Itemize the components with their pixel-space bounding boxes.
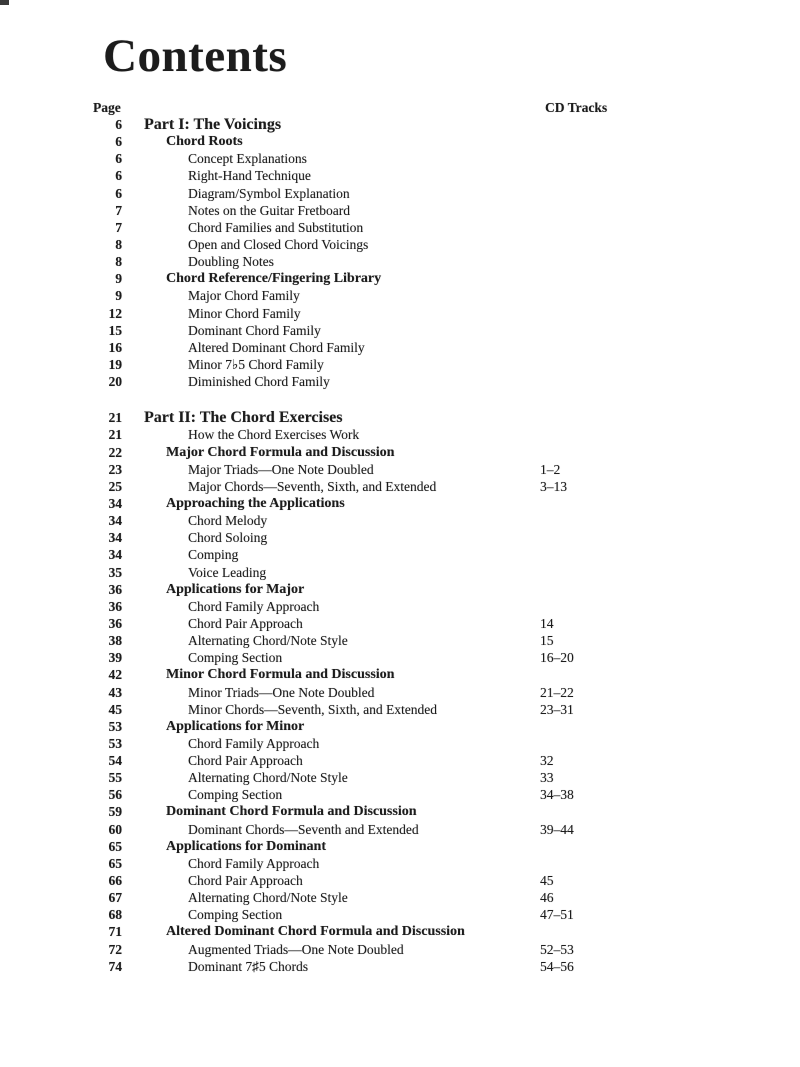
- toc-entry: [0, 322, 800, 339]
- toc-entry-label: Voice Leading: [188, 564, 267, 580]
- toc-entry: [0, 735, 800, 752]
- toc-cd-tracks: 23–31: [540, 701, 574, 717]
- toc-page-number: 22: [108, 444, 122, 460]
- toc-cd-tracks: 32: [540, 753, 554, 769]
- toc-cd-tracks: 21–22: [540, 684, 574, 700]
- toc-entry-label: Major Chords—Seventh, Sixth, and Extended: [188, 478, 437, 494]
- toc-entry: [0, 821, 800, 838]
- toc-entry-label: Applications for Dominant: [166, 838, 326, 854]
- toc-page-number: 34: [108, 513, 122, 529]
- toc-entry: [0, 444, 800, 461]
- toc-page-number: 53: [108, 735, 122, 751]
- toc-entry: [0, 769, 800, 786]
- toc-entry: [0, 133, 800, 150]
- toc-entry: [0, 701, 800, 718]
- toc-entry-label: Comping: [188, 547, 239, 563]
- toc-entry-label: Chord Pair Approach: [188, 615, 303, 631]
- toc-entry-label: Right-Hand Technique: [188, 168, 311, 184]
- toc-page-number: 6: [115, 185, 122, 201]
- toc-entry: [0, 529, 800, 546]
- toc-entry: [0, 786, 800, 803]
- cd-tracks-column-header: CD Tracks: [545, 100, 608, 115]
- toc-entry-label: Doubling Notes: [188, 254, 274, 270]
- toc-entry-label: Open and Closed Chord Voicings: [188, 236, 369, 252]
- toc-entry-label: Chord Roots: [166, 134, 243, 150]
- toc-entry-label: Comping Section: [188, 650, 283, 666]
- toc-entry-label: Chord Reference/Fingering Library: [166, 271, 382, 287]
- toc-entry-label: Chord Melody: [188, 513, 268, 529]
- toc-page-number: 6: [115, 168, 122, 184]
- toc-page-number: 12: [108, 305, 122, 321]
- toc-entry-label: Concept Explanations: [188, 151, 307, 167]
- toc-page-number: 36: [108, 598, 122, 614]
- toc-page-number: 65: [108, 855, 122, 871]
- toc-cd-tracks: 54–56: [540, 958, 574, 974]
- toc-entry: [0, 219, 800, 236]
- toc-entry-label: Dominant Chords—Seventh and Extended: [188, 821, 419, 837]
- toc-cd-tracks: 47–51: [540, 907, 574, 923]
- toc-page-number: 65: [108, 838, 122, 854]
- toc-entry-label: Applications for Minor: [166, 718, 305, 734]
- toc-entry-label: Altered Dominant Chord Formula and Discussion: [166, 924, 465, 940]
- page-title: Contents: [103, 30, 288, 82]
- toc-entry: [0, 426, 800, 443]
- toc-entry: [0, 202, 800, 219]
- toc-entry-label: Major Chord Family: [188, 288, 300, 304]
- toc-entry-label: Diminished Chord Family: [188, 374, 330, 390]
- toc-page-number: 39: [108, 650, 122, 666]
- toc-page-number: 34: [108, 530, 122, 546]
- toc-entry: [0, 889, 800, 906]
- toc-cd-tracks: 52–53: [540, 941, 574, 957]
- toc-entry: [0, 478, 800, 495]
- toc-entry-label: Comping Section: [188, 907, 283, 923]
- page-column-header: Page: [93, 100, 121, 115]
- toc-entry-label: Applications for Major: [166, 581, 305, 597]
- toc-page-number: 21: [108, 427, 122, 443]
- toc-entry: [0, 615, 800, 632]
- toc-entry-label: Part II: The Chord Exercises: [144, 409, 343, 427]
- toc-page-number: 71: [108, 924, 122, 940]
- toc-entry: [0, 872, 800, 889]
- toc-page-number: 42: [108, 667, 122, 683]
- toc-entry-label: Dominant 7♯5 Chords: [188, 958, 308, 974]
- toc-entry: [0, 958, 800, 975]
- toc-entry: [0, 752, 800, 769]
- toc-cd-tracks: 46: [540, 890, 554, 906]
- toc-cd-tracks: 15: [540, 633, 554, 649]
- toc-entry: [0, 305, 800, 322]
- toc-entry-label: Chord Family Approach: [188, 855, 320, 871]
- toc-page-number: 36: [108, 581, 122, 597]
- toc-entry: [0, 649, 800, 666]
- toc-page-number: 7: [115, 202, 122, 218]
- toc-entry: [0, 236, 800, 253]
- toc-page-number: 54: [108, 753, 122, 769]
- toc-entry-label: Chord Families and Substitution: [188, 219, 364, 235]
- toc-entry-label: Minor Triads—One Note Doubled: [188, 684, 375, 700]
- toc-entry: [0, 495, 800, 512]
- toc-cd-tracks: 1–2: [540, 461, 561, 477]
- toc-entry: [0, 116, 800, 133]
- toc-section-gap: [0, 390, 800, 409]
- toc-entry-label: Chord Pair Approach: [188, 753, 303, 769]
- toc-entry: [0, 941, 800, 958]
- toc-page-number: 6: [115, 134, 122, 150]
- toc-page-number: 45: [108, 701, 122, 717]
- toc-page-number: 59: [108, 804, 122, 820]
- toc-entry-label: How the Chord Exercises Work: [188, 427, 360, 443]
- toc-page-number: 34: [108, 547, 122, 563]
- toc-entry: [0, 855, 800, 872]
- toc-entry: [0, 339, 800, 356]
- toc-page-number: 74: [108, 958, 122, 974]
- toc-cd-tracks: 16–20: [540, 650, 574, 666]
- toc-page-number: 6: [115, 117, 122, 132]
- toc-page-number: 21: [108, 410, 122, 426]
- toc-entry-label: Augmented Triads—One Note Doubled: [188, 941, 404, 957]
- toc-page-number: 60: [108, 821, 122, 837]
- toc-entry: [0, 356, 800, 373]
- toc-entry-label: Alternating Chord/Note Style: [188, 770, 348, 786]
- toc-entry-label: Approaching the Applications: [166, 495, 345, 511]
- toc-entry: [0, 270, 800, 287]
- toc-entry-label: Minor Chord Formula and Discussion: [166, 667, 395, 683]
- toc-entry: [0, 564, 800, 581]
- toc-entry-label: Alternating Chord/Note Style: [188, 633, 348, 649]
- toc-page-number: 9: [115, 271, 122, 287]
- toc-cd-tracks: 14: [540, 615, 554, 631]
- toc-cd-tracks: 45: [540, 873, 554, 889]
- scan-artifact: [0, 0, 9, 5]
- toc-entry: [0, 150, 800, 167]
- toc-page-number: 16: [108, 339, 122, 355]
- toc-entry: [0, 461, 800, 478]
- toc-page-number: 43: [108, 684, 122, 700]
- toc-cd-tracks: 3–13: [540, 478, 567, 494]
- toc-entry-label: Notes on the Guitar Fretboard: [188, 202, 350, 218]
- toc-entry-label: Major Triads—One Note Doubled: [188, 461, 374, 477]
- toc-entry: [0, 546, 800, 563]
- toc-entry: [0, 253, 800, 270]
- toc-cd-tracks: 34–38: [540, 787, 574, 803]
- toc-list: [0, 116, 800, 975]
- toc-entry-label: Diagram/Symbol Explanation: [188, 185, 350, 201]
- toc-entry-label: Major Chord Formula and Discussion: [166, 444, 395, 460]
- toc-entry: [0, 906, 800, 923]
- toc-entry: [0, 373, 800, 390]
- toc-entry: [0, 803, 800, 820]
- toc-page-number: 8: [115, 254, 122, 270]
- toc-entry-label: Dominant Chord Formula and Discussion: [166, 804, 417, 820]
- toc-entry: [0, 185, 800, 202]
- toc-page-number: 68: [108, 907, 122, 923]
- toc-entry: [0, 581, 800, 598]
- toc-entry-label: Altered Dominant Chord Family: [188, 339, 365, 355]
- toc-page-number: 55: [108, 770, 122, 786]
- toc-page-number: 72: [108, 941, 122, 957]
- toc-page-number: 38: [108, 633, 122, 649]
- toc-page-number: 36: [108, 615, 122, 631]
- toc-entry: [0, 598, 800, 615]
- toc-entry-label: Chord Soloing: [188, 530, 268, 546]
- toc-entry-label: Minor Chords—Seventh, Sixth, and Extended: [188, 701, 437, 717]
- toc-entry: [0, 167, 800, 184]
- toc-entry: [0, 684, 800, 701]
- toc-page-number: 25: [108, 478, 122, 494]
- toc-cd-tracks: 39–44: [540, 821, 574, 837]
- toc-page-number: 7: [115, 219, 122, 235]
- toc-page-number: 23: [108, 461, 122, 477]
- toc-entry-label: Dominant Chord Family: [188, 322, 321, 338]
- toc-page-number: 8: [115, 236, 122, 252]
- toc-entry: [0, 287, 800, 304]
- toc-entry-label: Chord Family Approach: [188, 735, 320, 751]
- toc-entry-label: Chord Pair Approach: [188, 873, 303, 889]
- toc-page-number: 15: [108, 322, 122, 338]
- toc-entry-label: Chord Family Approach: [188, 598, 320, 614]
- toc-page-number: 20: [108, 374, 122, 390]
- toc-page-number: 66: [108, 873, 122, 889]
- toc-entry: [0, 409, 800, 426]
- toc-page-number: 67: [108, 890, 122, 906]
- toc-page-number: 6: [115, 151, 122, 167]
- toc-entry: [0, 923, 800, 940]
- toc-page-number: 19: [108, 356, 122, 372]
- toc-entry-label: Minor 7♭5 Chord Family: [188, 356, 324, 372]
- toc-entry: [0, 632, 800, 649]
- toc-entry-label: Minor Chord Family: [188, 305, 301, 321]
- toc-page-number: 34: [108, 495, 122, 511]
- toc-page-number: 53: [108, 718, 122, 734]
- toc-entry-label: Comping Section: [188, 787, 283, 803]
- toc-entry-label: Alternating Chord/Note Style: [188, 890, 348, 906]
- toc-entry: [0, 718, 800, 735]
- toc-page-number: 9: [115, 288, 122, 304]
- toc-entry: [0, 512, 800, 529]
- toc-entry: [0, 666, 800, 683]
- toc-page-number: 35: [108, 564, 122, 580]
- toc-page-number: 56: [108, 787, 122, 803]
- toc-entry-label: Part I: The Voicings: [144, 116, 282, 133]
- toc-entry: [0, 838, 800, 855]
- toc-cd-tracks: 33: [540, 770, 554, 786]
